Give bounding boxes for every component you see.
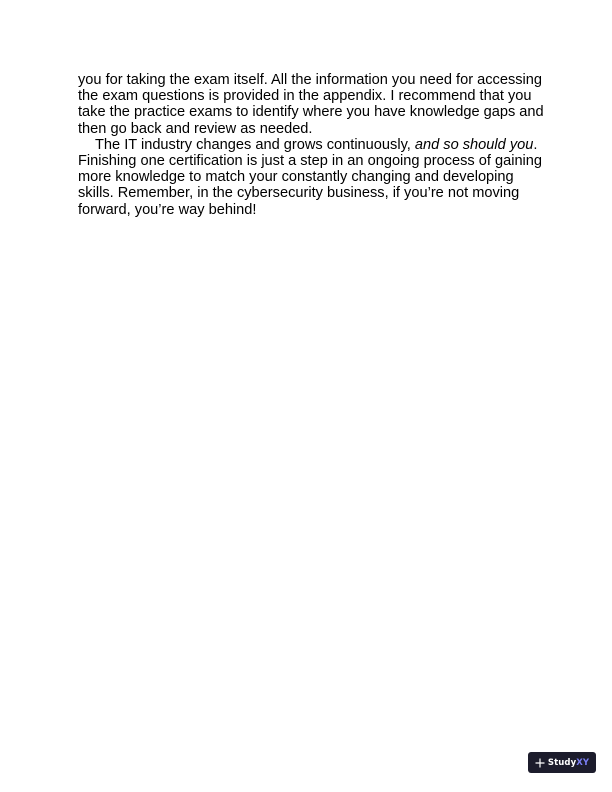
body-text [78, 72, 548, 218]
watermark-brand [548, 758, 589, 768]
paragraph-continuation: you for taking the exam itself. All the information you need for accessing the exam questions is provided in the appendix. I recommend that you take the practice exams to identify where you have knowledge gaps and then go back and review as needed. [78, 72, 544, 137]
paragraph-closing [78, 137, 548, 218]
studyxy-watermark-badge [528, 752, 596, 773]
plus-icon [535, 758, 545, 768]
watermark-brand-accent: XY [576, 757, 590, 768]
paragraph-closing-end: . Finishing one certification is just a step in an ongoing process of gaining more knowledge to match your constantly changing and developing skills. Remember, in the cybersecurity business, if you’re not moving forward, you’re way behind! [78, 136, 543, 218]
watermark-brand-main: Study [547, 757, 577, 768]
paragraph-closing-emphasis: and so should you [414, 136, 534, 153]
paragraph-closing-start: The IT industry changes and grows continuously, [95, 136, 415, 153]
